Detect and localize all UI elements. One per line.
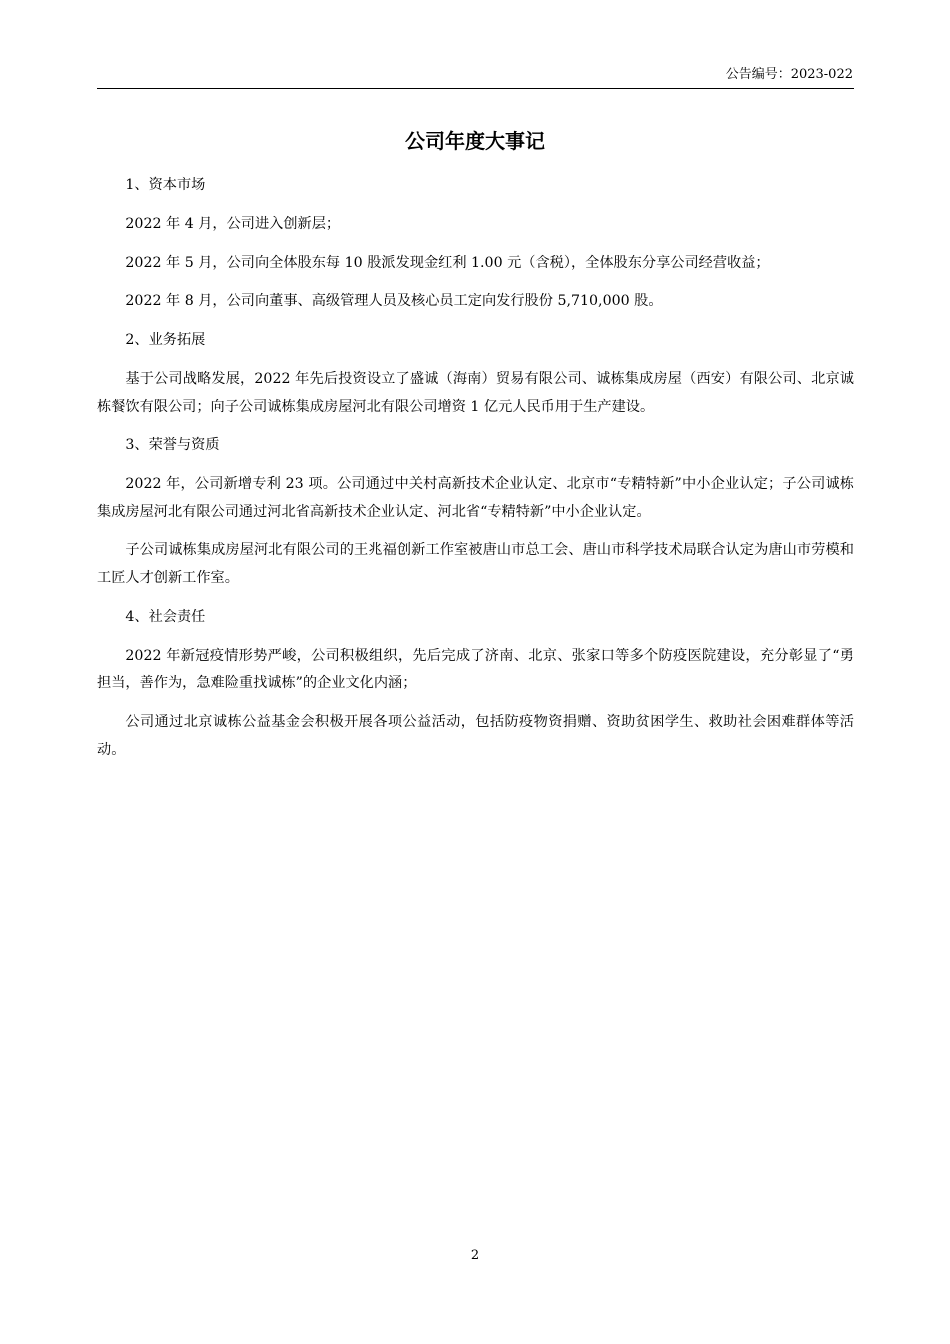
document-title: 公司年度大事记 bbox=[405, 129, 545, 153]
page-number: 2 bbox=[470, 1248, 480, 1263]
section-heading-capital-market: 1、资本市场 bbox=[125, 177, 206, 193]
paragraph: 子公司诚栋集成房屋河北有限公司的王兆福创新工作室被唐山市总工会、唐山市科学技术局联合认定为唐山市劳模和工匠人才创新工作室。 bbox=[97, 542, 854, 587]
paragraph: 2022 年，公司新增专利 23 项。公司通过中关村高新技术企业认定、北京市“专精特新”中小企业认定；子公司诚栋集成房屋河北有限公司通过河北省高新技术企业认定、河北省“专精特新”中小企业认定。 bbox=[97, 476, 854, 520]
section-heading-social-responsibility: 4、社会责任 bbox=[125, 608, 206, 625]
paragraph: 公司通过北京诚栋公益基金会积极开展各项公益活动，包括防疫物资捐赠、资助贫困学生、救助社会困难群体等活动。 bbox=[97, 713, 854, 758]
header-divider bbox=[97, 88, 854, 89]
paragraph: 基于公司战略发展，2022 年先后投资设立了盛诚（海南）贸易有限公司、诚栋集成房屋（西安）有限公司、北京诚栋餐饮有限公司；向子公司诚栋集成房屋河北有限公司增资 1 亿元人民币用于生产建设。 bbox=[97, 370, 854, 415]
document-body bbox=[97, 172, 854, 775]
paragraph: 2022 年 4 月，公司进入创新层； bbox=[125, 215, 341, 232]
section-heading-business-expansion: 2、业务拓展 bbox=[125, 332, 206, 349]
paragraph: 2022 年新冠疫情形势严峻，公司积极组织，先后完成了济南、北京、张家口等多个防疫医院建设，充分彰显了“勇担当，善作为，急难险重找诚栋”的企业文化内涵； bbox=[97, 647, 854, 692]
paragraph: 2022 年 5 月，公司向全体股东每 10 股派发现金红利 1.00 元（含税），全体股东分享公司经营收益； bbox=[125, 254, 770, 271]
section-heading-honors: 3、荣誉与资质 bbox=[125, 437, 220, 454]
announcement-number: 公告编号：2023-022 bbox=[725, 67, 853, 82]
paragraph: 2022 年 8 月，公司向董事、高级管理人员及核心员工定向发行股份 5,710,000 股。 bbox=[125, 293, 663, 310]
